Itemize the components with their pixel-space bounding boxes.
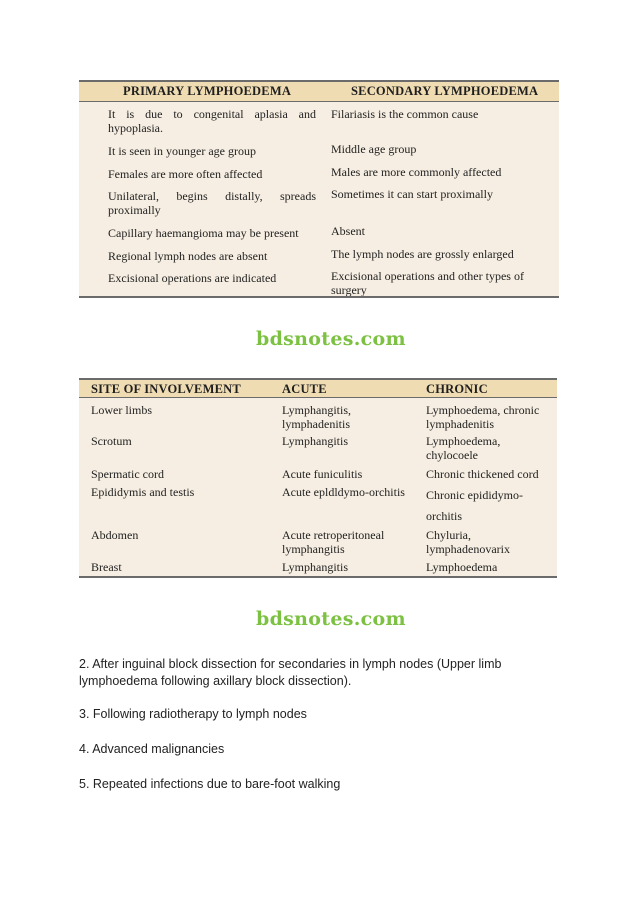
- table-cell: Excisional operations are indicated: [108, 271, 277, 285]
- table-cell: Acute retroperitoneal lymphangitis: [282, 528, 385, 556]
- watermark: bdsnotes.com: [256, 608, 406, 630]
- list-item: 2. After inguinal block dissection for secondaries in lymph nodes (Upper limb lymphoedema following axillary block dissection).: [79, 657, 502, 688]
- list-item: 4. Advanced malignancies: [79, 742, 225, 756]
- table-bottom-rule: [79, 576, 557, 578]
- table-cell: Breast: [91, 560, 122, 574]
- site-involvement-table: [79, 378, 557, 578]
- table-cell: Lymphoedema: [426, 560, 498, 574]
- table-cell: Capillary haemangioma may be present: [108, 226, 299, 240]
- table-cell: Lower limbs: [91, 403, 152, 417]
- table-header: [79, 80, 559, 102]
- table-cell: Acute epldldymo-orchitis: [282, 485, 405, 499]
- table-cell: The lymph nodes are grossly enlarged: [331, 247, 514, 261]
- table-cell: Filariasis is the common cause: [331, 107, 479, 121]
- table-cell: Middle age group: [331, 142, 417, 156]
- table-cell: Lymphoedema, chronic lymphadenitis: [426, 403, 540, 431]
- watermark: bdsnotes.com: [256, 328, 406, 350]
- table-cell: Scrotum: [91, 434, 132, 448]
- header-primary: PRIMARY LYMPHOEDEMA: [123, 84, 292, 98]
- table-cell: Acute funiculitis: [282, 467, 363, 481]
- table-header: [79, 378, 557, 398]
- table-cell: Epididymis and testis: [91, 485, 195, 499]
- table-cell: Excisional operations and other types of surgery: [331, 269, 524, 297]
- table-cell: Lymphangitis: [282, 434, 348, 448]
- header-secondary: SECONDARY LYMPHOEDEMA: [351, 84, 539, 98]
- table-cell: Spermatic cord: [91, 467, 164, 481]
- table-cell: Unilateral, begins distally, spreads proximally: [108, 189, 316, 217]
- table-cell: Abdomen: [91, 528, 139, 542]
- list-item: 3. Following radiotherapy to lymph nodes: [79, 707, 307, 721]
- header-chronic: CHRONIC: [426, 382, 488, 396]
- table-cell: Females are more often affected: [108, 167, 263, 181]
- primary-secondary-table: [79, 80, 559, 298]
- table-cell: It is seen in younger age group: [108, 144, 256, 158]
- list-item: 5. Repeated infections due to bare-foot walking: [79, 777, 341, 791]
- header-site: SITE OF INVOLVEMENT: [91, 382, 241, 396]
- table-cell: Lymphangitis: [282, 560, 348, 574]
- table-cell: Sometimes it can start proximally: [331, 187, 493, 201]
- table-cell: Chronic epididymo-orchitis: [426, 488, 523, 523]
- table-cell: Chyluria, lymphadenovarix: [426, 528, 510, 556]
- table-cell: Absent: [331, 224, 365, 238]
- table-cell: Chronic thickened cord: [426, 467, 539, 481]
- table-cell: Males are more commonly affected: [331, 165, 502, 179]
- table-cell: Lymphoedema, chylocoele: [426, 434, 501, 462]
- table-bottom-rule: [79, 296, 559, 298]
- table-cell: Regional lymph nodes are absent: [108, 249, 268, 263]
- header-acute: ACUTE: [282, 382, 327, 396]
- table-cell: It is due to congenital aplasia and hypoplasia.: [108, 107, 316, 135]
- table-cell: Lymphangitis, lymphadenitis: [282, 403, 351, 431]
